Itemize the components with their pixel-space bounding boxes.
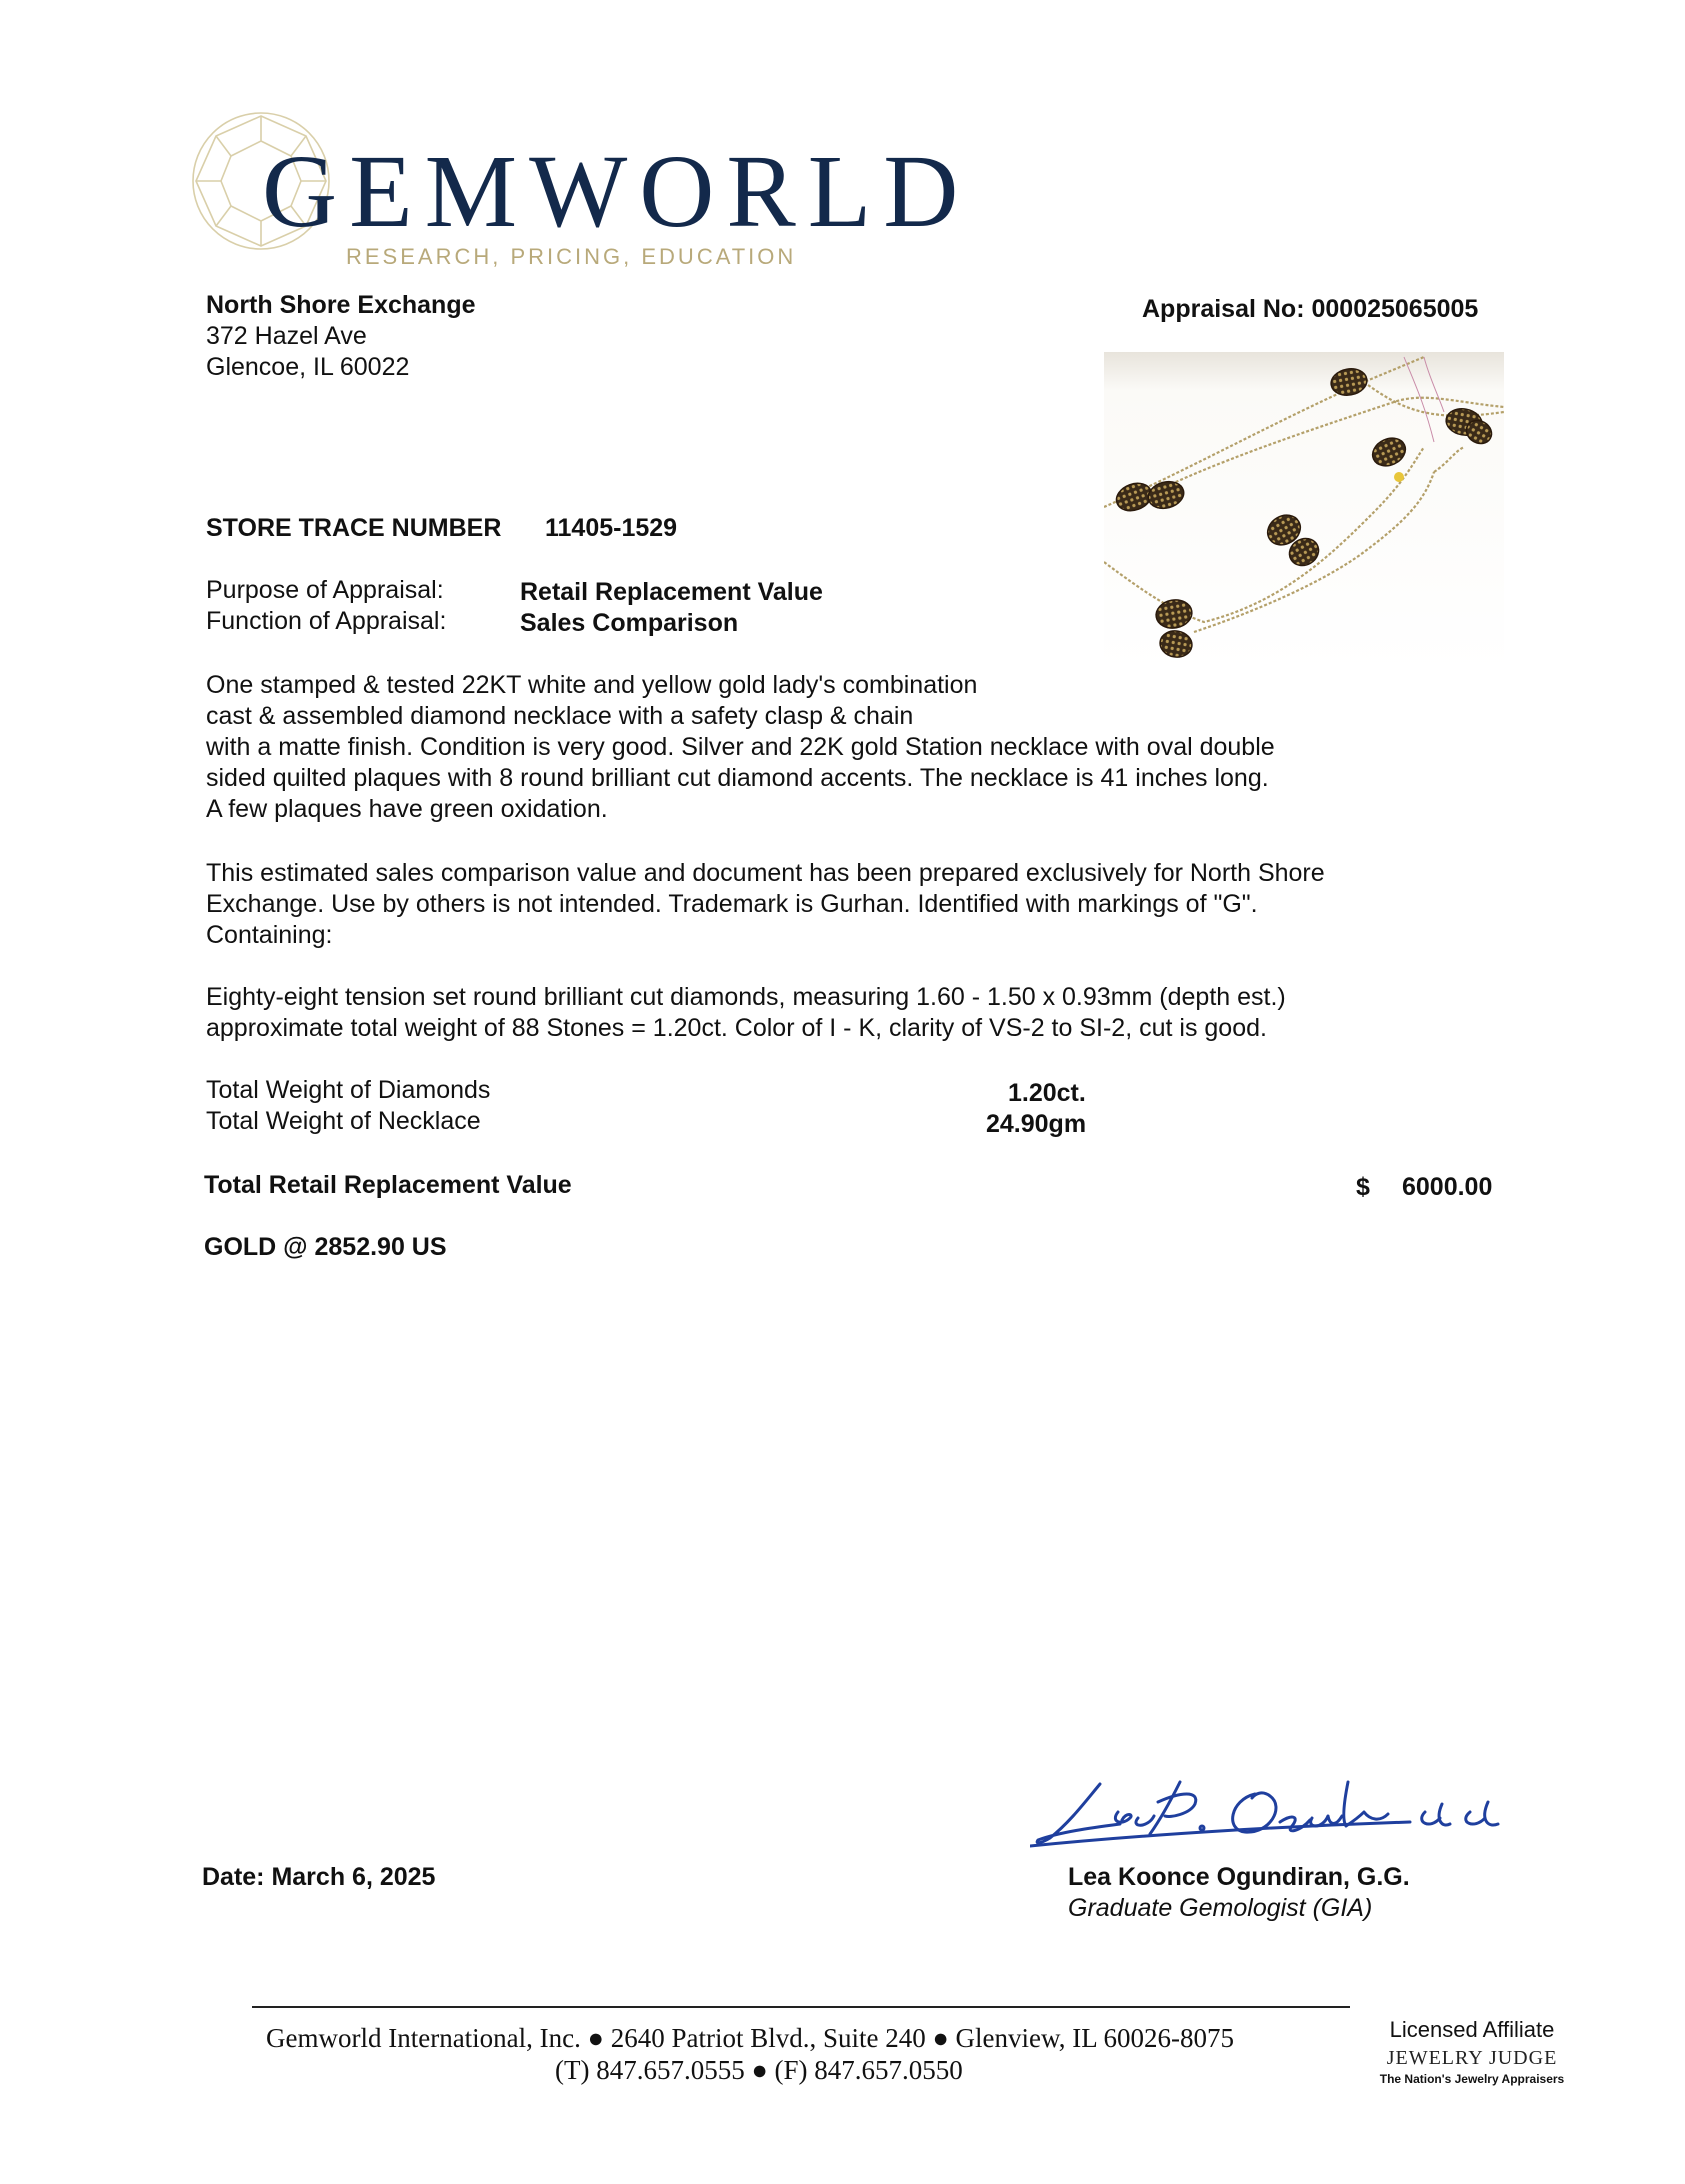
- store-street: 372 Hazel Ave: [206, 322, 367, 350]
- company-tagline: RESEARCH, PRICING, EDUCATION: [346, 244, 797, 269]
- footer-address: Gemworld International, Inc. ● 2640 Patriot Blvd., Suite 240 ● Glenview, IL 60026-8075: [266, 2023, 1234, 2053]
- description-paragraph: [206, 670, 1275, 825]
- stones-line: Eighty-eight tension set round brilliant cut diamonds, measuring 1.60 - 1.50 x 0.93mm (depth est.): [206, 983, 1286, 1011]
- statement-line: Containing:: [206, 921, 333, 949]
- description-line: cast & assembled diamond necklace with a safety clasp & chain: [206, 702, 914, 730]
- trace-number: 11405-1529: [545, 514, 678, 542]
- total-value-amount: 6000.00: [1402, 1173, 1493, 1201]
- footer-divider: [252, 2006, 1350, 2008]
- affiliate-tagline: The Nation's Jewelry Appraisers: [1379, 2072, 1565, 2086]
- appraisal-number: [1142, 294, 1478, 325]
- necklace-weight-label: Total Weight of Necklace: [206, 1107, 481, 1135]
- description-line: with a matte finish. Condition is very good. Silver and 22K gold Station necklace with oval double: [206, 733, 1275, 761]
- function-value: Sales Comparison: [520, 609, 739, 637]
- appraisal-label: Appraisal No:: [1142, 295, 1305, 323]
- statement-paragraph: [206, 858, 1325, 951]
- necklace-weight-value: 24.90gm: [986, 1110, 1087, 1138]
- currency-symbol: $: [1356, 1173, 1370, 1201]
- function-label: Function of Appraisal:: [206, 607, 447, 635]
- purpose-label: Purpose of Appraisal:: [206, 576, 444, 604]
- stones-paragraph: [206, 982, 1286, 1044]
- appraisal-date: Date: March 6, 2025: [202, 1863, 436, 1891]
- store-city: Glencoe, IL 60022: [206, 353, 410, 381]
- appraisal-value: 000025065005: [1311, 295, 1479, 323]
- total-value-label: Total Retail Replacement Value: [204, 1171, 572, 1199]
- diamond-weight-label: Total Weight of Diamonds: [206, 1076, 491, 1104]
- necklace-photo: [1104, 352, 1504, 672]
- store-name: North Shore Exchange: [206, 291, 476, 319]
- signature: [1030, 1772, 1530, 1857]
- company-logo: GEMWORLD: [262, 134, 971, 249]
- description-line: One stamped & tested 22KT white and yellow gold lady's combination: [206, 671, 978, 699]
- description-line: A few plaques have green oxidation.: [206, 795, 608, 823]
- gold-price: GOLD @ 2852.90 US: [204, 1233, 447, 1261]
- footer-phone: (T) 847.657.0555 ● (F) 847.657.0550: [555, 2055, 963, 2085]
- trace-label: STORE TRACE NUMBER: [206, 514, 502, 542]
- stones-line: approximate total weight of 88 Stones = 1.20ct. Color of I - K, clarity of VS-2 to SI-2, cut is good.: [206, 1014, 1267, 1042]
- purpose-value: Retail Replacement Value: [520, 578, 823, 606]
- affiliate-label: Licensed Affiliate: [1389, 2017, 1555, 2042]
- diamond-weight-value: 1.20ct.: [1008, 1079, 1086, 1107]
- affiliate-badge: [1372, 2016, 1572, 2086]
- statement-line: This estimated sales comparison value and document has been prepared exclusively for North Shore: [206, 859, 1325, 887]
- signer-name: Lea Koonce Ogundiran, G.G.: [1068, 1863, 1410, 1891]
- affiliate-name: JEWELRY JUDGE: [1386, 2047, 1558, 2069]
- signer-title: Graduate Gemologist (GIA): [1068, 1894, 1373, 1922]
- statement-line: Exchange. Use by others is not intended. Trademark is Gurhan. Identified with markings of "G".: [206, 890, 1258, 918]
- description-line: sided quilted plaques with 8 round brilliant cut diamond accents. The necklace is 41 inches long.: [206, 764, 1269, 792]
